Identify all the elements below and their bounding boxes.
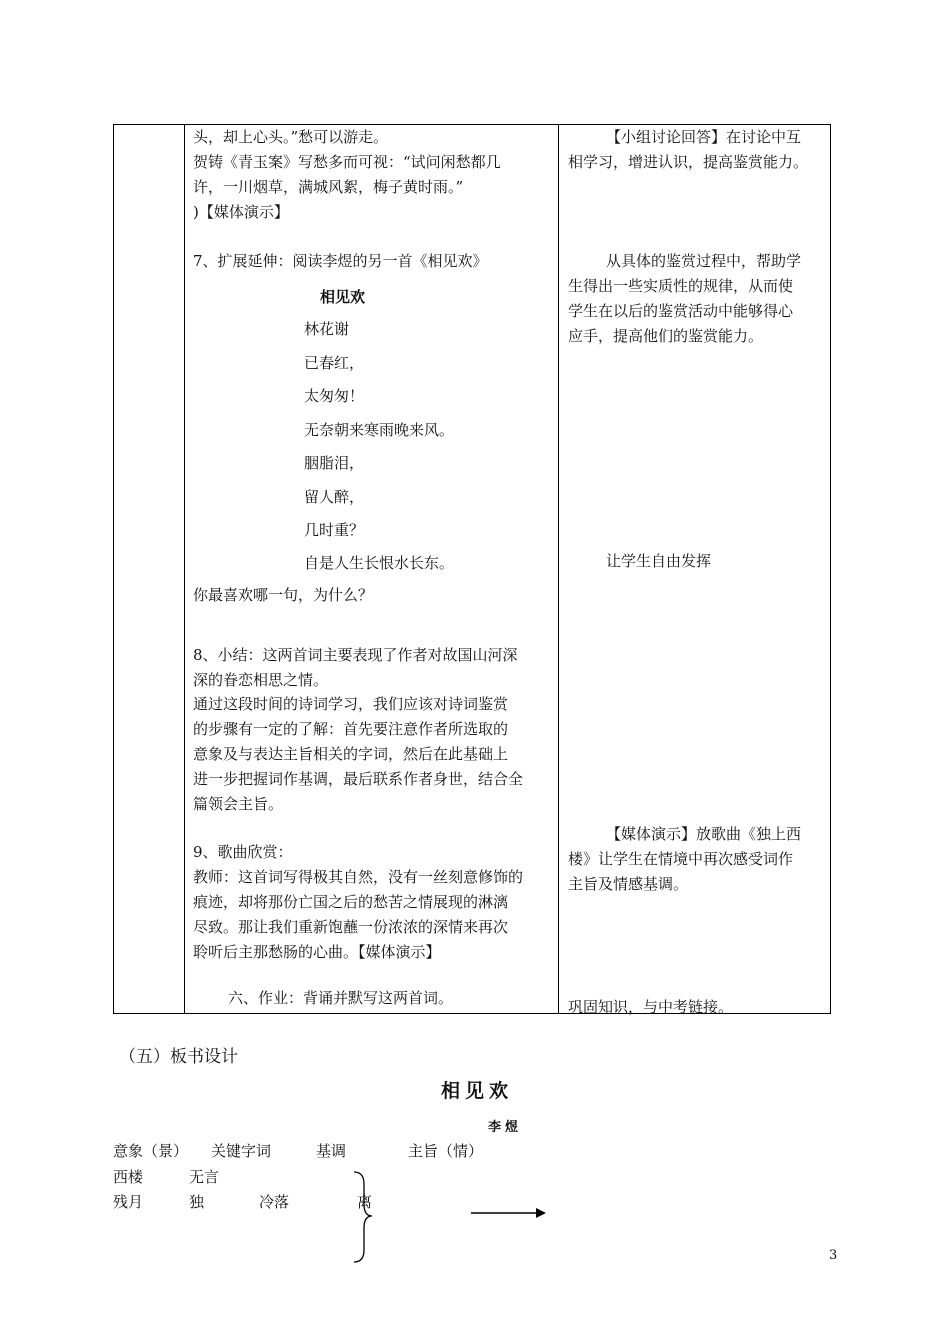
board-cell: 离: [357, 1193, 373, 1211]
para1-line-3: 许，一川烟草，满城风絮，梅子黄时雨。”: [193, 178, 464, 196]
item9-line: 教师：这首词写得极其自然，没有一丝刻意修饰的: [193, 868, 524, 886]
board-cell: 冷落: [259, 1193, 290, 1211]
item8-line: 篇领会主旨。: [193, 795, 284, 813]
item8-line: 的步骤有一定的了解：首先要注意作者所选取的: [193, 720, 509, 738]
item8-line: 进一步把握词作基调，最后联系作者身世，结合全: [193, 770, 524, 788]
item8-line: 8、小结：这两首词主要表现了作者对故国山河深: [193, 646, 518, 664]
item9-line: 尽致。那让我们重新饱蘸一份浓浓的深情来再次: [193, 918, 509, 936]
note-r4: 【媒体演示】放歌曲《独上西: [606, 825, 802, 843]
board-header: 基调: [316, 1142, 347, 1160]
board-header: 意象（景）: [113, 1142, 189, 1160]
table-divider-left: [184, 124, 185, 1014]
board-title: 相见欢: [441, 1080, 514, 1102]
board-author: 李煜: [488, 1120, 523, 1135]
board-cell: 残月: [113, 1193, 144, 1211]
board-cell: 西楼: [113, 1168, 144, 1186]
note-r5: 巩固知识，与中考链接。: [568, 998, 734, 1016]
board-header: 关键字词: [211, 1142, 272, 1160]
poem-line: 林花谢: [304, 320, 350, 338]
poem-line: 留人醉，: [304, 488, 365, 506]
page-number: 3: [829, 1248, 838, 1263]
note-r2: 应手，提高他们的鉴赏能力。: [568, 327, 764, 345]
item8-line: 意象及与表达主旨相关的字词，然后在此基础上: [193, 745, 509, 763]
para1-line-1: 头，却上心头。”愁可以游走。: [193, 128, 389, 146]
note-r4: 主旨及情感基调。: [568, 875, 689, 893]
note-r1: 相学习，增进认识，提高鉴赏能力。: [568, 153, 809, 171]
poem-line: 无奈朝来寒雨晚来风。: [304, 421, 455, 439]
para1-line-4: )【媒体演示】: [193, 203, 289, 221]
item9-line: 9、歌曲欣赏：: [193, 843, 293, 861]
note-r2: 学生在以后的鉴赏活动中能够得心: [568, 302, 794, 320]
poem-line: 已春红，: [304, 354, 365, 372]
homework: 六、作业：背诵并默写这两首词。: [228, 989, 454, 1007]
note-r2: 从具体的鉴赏过程中，帮助学: [606, 252, 802, 270]
right-brace-icon: [350, 1170, 380, 1265]
board-cell: 无言: [189, 1168, 220, 1186]
item7-heading: 7、扩展延伸：阅读李煜的另一首《相见欢》: [193, 252, 488, 270]
item8-line: 通过这段时间的诗词学习，我们应该对诗词鉴赏: [193, 695, 509, 713]
board-cell: 独: [189, 1193, 205, 1211]
note-r4: 楼》让学生在情境中再次感受词作: [568, 850, 794, 868]
item9-line: 聆听后主那愁肠的心曲。【媒体演示】: [193, 943, 441, 961]
question: 你最喜欢哪一句，为什么？: [193, 586, 374, 604]
table-divider-right: [558, 124, 559, 1014]
poem-line: 自是人生长恨水长东。: [304, 554, 455, 572]
note-r2: 生得出一些实质性的规律，从而使: [568, 277, 794, 295]
arrow-right-icon: [470, 1205, 550, 1221]
poem-line: 太匆匆！: [304, 387, 365, 405]
item8-line: 深的眷恋相思之情。: [193, 671, 329, 689]
note-r3: 让学生自由发挥: [606, 552, 712, 570]
board-header: 主旨（情）: [408, 1142, 484, 1160]
note-r1: 【小组讨论回答】在讨论中互: [606, 128, 802, 146]
section-heading: （五）板书设计: [119, 1047, 238, 1067]
item9-line: 痕迹，却将那份亡国之后的愁苦之情展现的淋漓: [193, 893, 509, 911]
poem-title: 相见欢: [320, 288, 366, 306]
para1-line-2: 贺铸《青玉案》写愁多而可视：“试问闲愁都几: [193, 153, 501, 171]
poem-line: 几时重？: [304, 521, 365, 539]
poem-line: 胭脂泪，: [304, 454, 365, 472]
